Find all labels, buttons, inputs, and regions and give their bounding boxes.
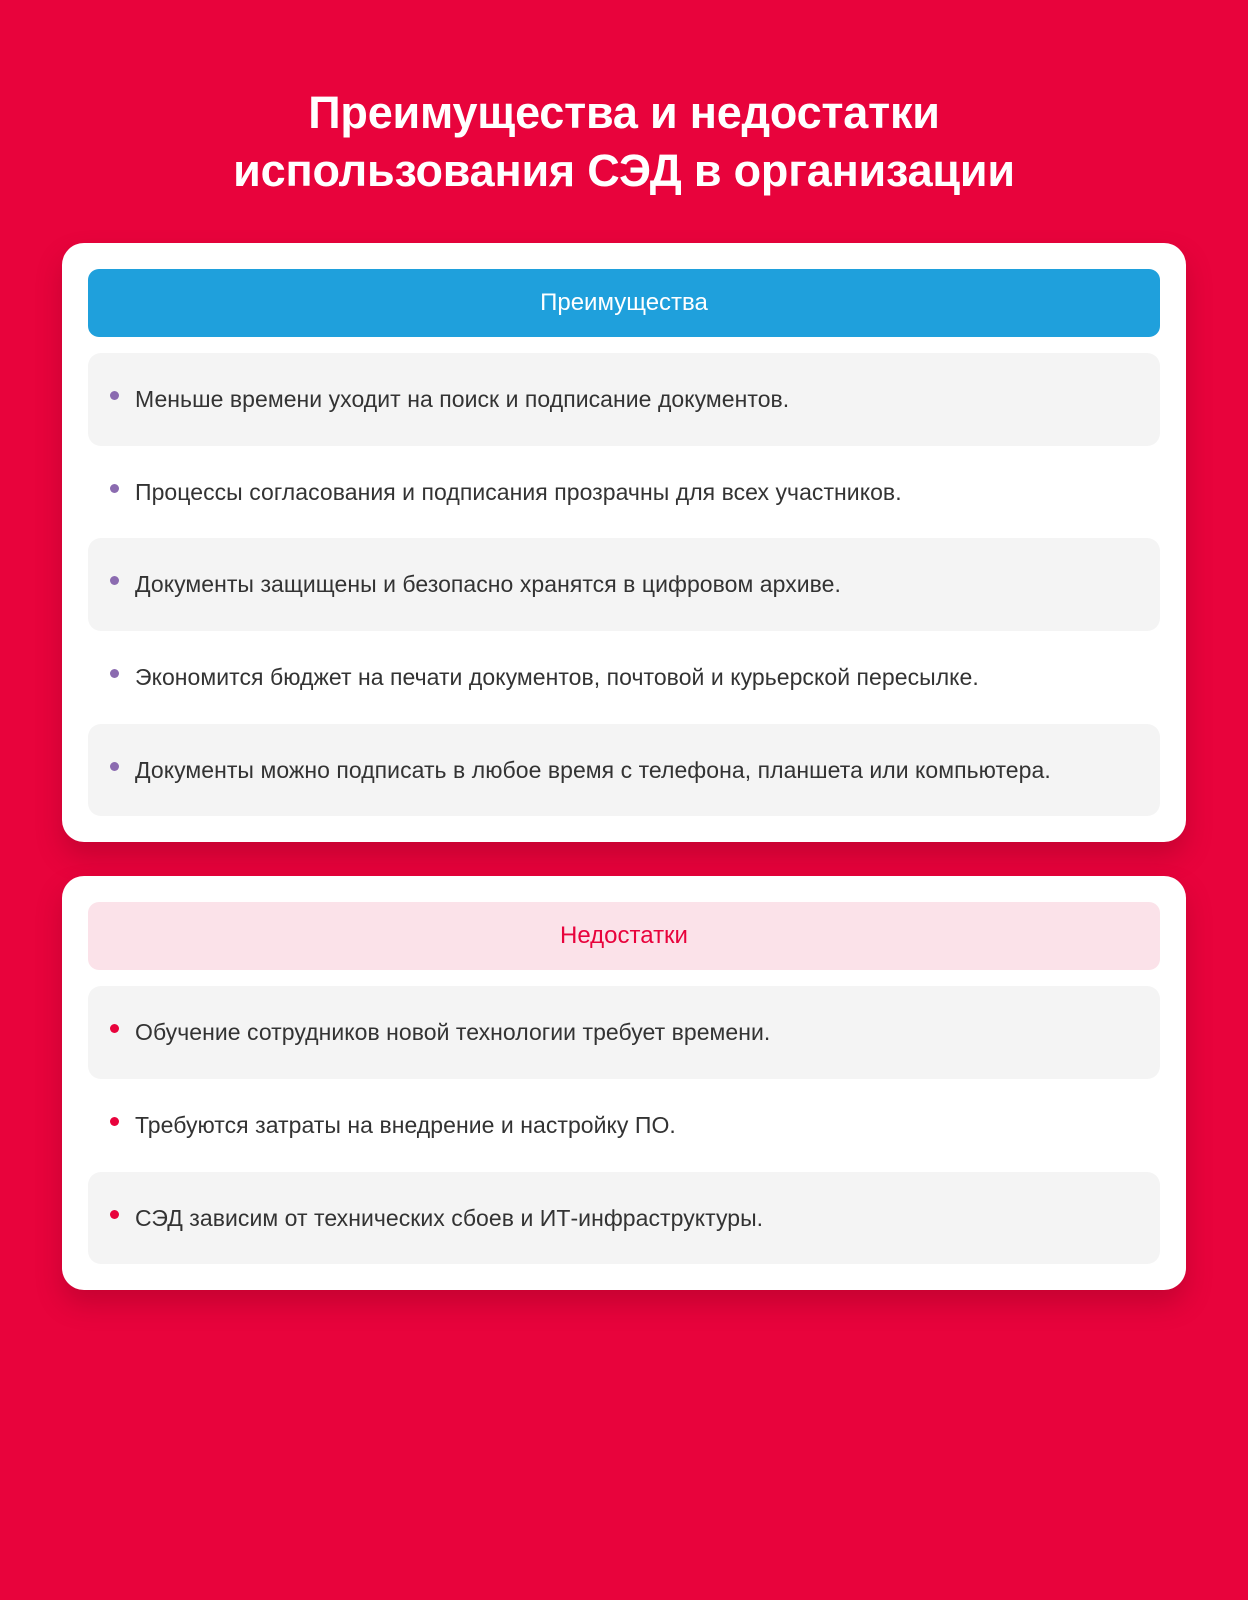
advantages-list — [88, 353, 1160, 816]
bullet-icon — [110, 576, 119, 585]
bullet-icon — [110, 391, 119, 400]
bullet-icon — [110, 484, 119, 493]
list-item-text: Требуются затраты на внедрение и настройку ПО. — [135, 1111, 676, 1138]
list-item — [88, 724, 1160, 817]
bullet-icon — [110, 762, 119, 771]
disadvantages-list — [88, 986, 1160, 1264]
page-title — [0, 0, 1248, 199]
list-item-text: Меньше времени уходит на поиск и подписание документов. — [135, 386, 790, 413]
list-item — [88, 538, 1160, 631]
list-item — [88, 446, 1160, 539]
list-item — [88, 986, 1160, 1079]
page-title-line-1: Преимущества и недостатки — [308, 87, 940, 138]
disadvantages-card — [62, 876, 1186, 1290]
advantages-header: Преимущества — [88, 269, 1160, 337]
advantages-card — [62, 243, 1186, 842]
list-item — [88, 1172, 1160, 1265]
bullet-icon — [110, 1210, 119, 1219]
bullet-icon — [110, 1117, 119, 1126]
list-item-text: Документы защищены и безопасно хранятся в цифровом архиве. — [135, 571, 841, 598]
list-item — [88, 353, 1160, 446]
list-item-text: Документы можно подписать в любое время с телефона, планшета или компьютера. — [135, 756, 1051, 783]
list-item-text: Экономится бюджет на печати документов, почтовой и курьерской пересылке. — [135, 664, 979, 691]
list-item — [88, 631, 1160, 724]
bullet-icon — [110, 669, 119, 678]
list-item-text: СЭД зависим от технических сбоев и ИТ-инфраструктуры. — [135, 1204, 764, 1231]
bullet-icon — [110, 1024, 119, 1033]
disadvantages-header: Недостатки — [88, 902, 1160, 970]
list-item-text: Обучение сотрудников новой технологии требует времени. — [135, 1019, 771, 1046]
list-item-text: Процессы согласования и подписания прозрачны для всех участников. — [135, 478, 902, 505]
list-item — [88, 1079, 1160, 1172]
page-title-line-2: использования СЭД в организации — [233, 144, 1015, 196]
